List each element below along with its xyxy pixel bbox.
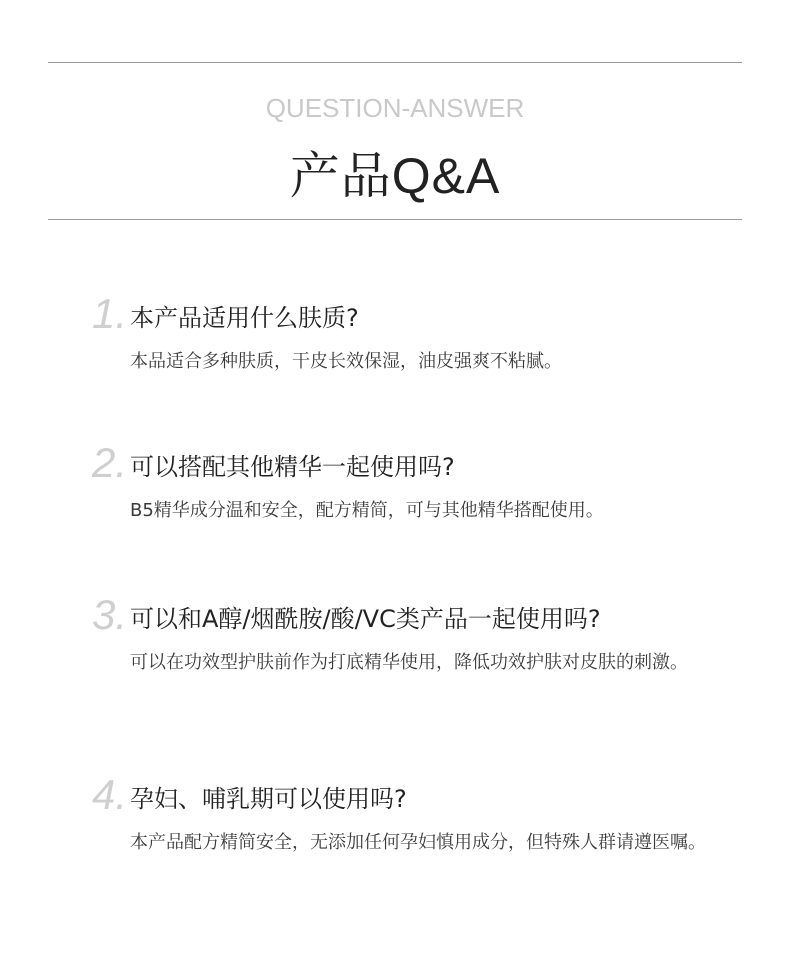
qa-question: 孕妇、哺乳期可以使用吗? xyxy=(130,785,407,813)
qa-number: 3. xyxy=(92,591,128,638)
qa-answer: 可以在功效型护肤前作为打底精华使用，降低功效护肤对皮肤的刺激。 xyxy=(130,652,688,673)
qa-answer: 本品适合多种肤质，干皮长效保湿，油皮强爽不粘腻。 xyxy=(130,351,562,372)
qa-question: 本产品适用什么肤质? xyxy=(130,304,359,332)
qa-number: 1. xyxy=(92,290,128,337)
qa-question: 可以和A醇/烟酰胺/酸/VC类产品一起使用吗? xyxy=(130,605,601,633)
qa-question: 可以搭配其他精华一起使用吗? xyxy=(130,453,455,481)
qa-number: 4. xyxy=(92,771,128,818)
bottom-divider xyxy=(48,219,742,220)
qa-answer: 本产品配方精简安全，无添加任何孕妇慎用成分，但特殊人群请遵医嘱。 xyxy=(130,832,706,853)
section-subtitle: QUESTION-ANSWER xyxy=(265,93,525,123)
section-title: 产品Q&A xyxy=(289,148,501,204)
top-divider xyxy=(48,62,742,63)
qa-number: 2. xyxy=(92,439,128,486)
qa-answer: B5精华成分温和安全，配方精简，可与其他精华搭配使用。 xyxy=(130,500,604,521)
